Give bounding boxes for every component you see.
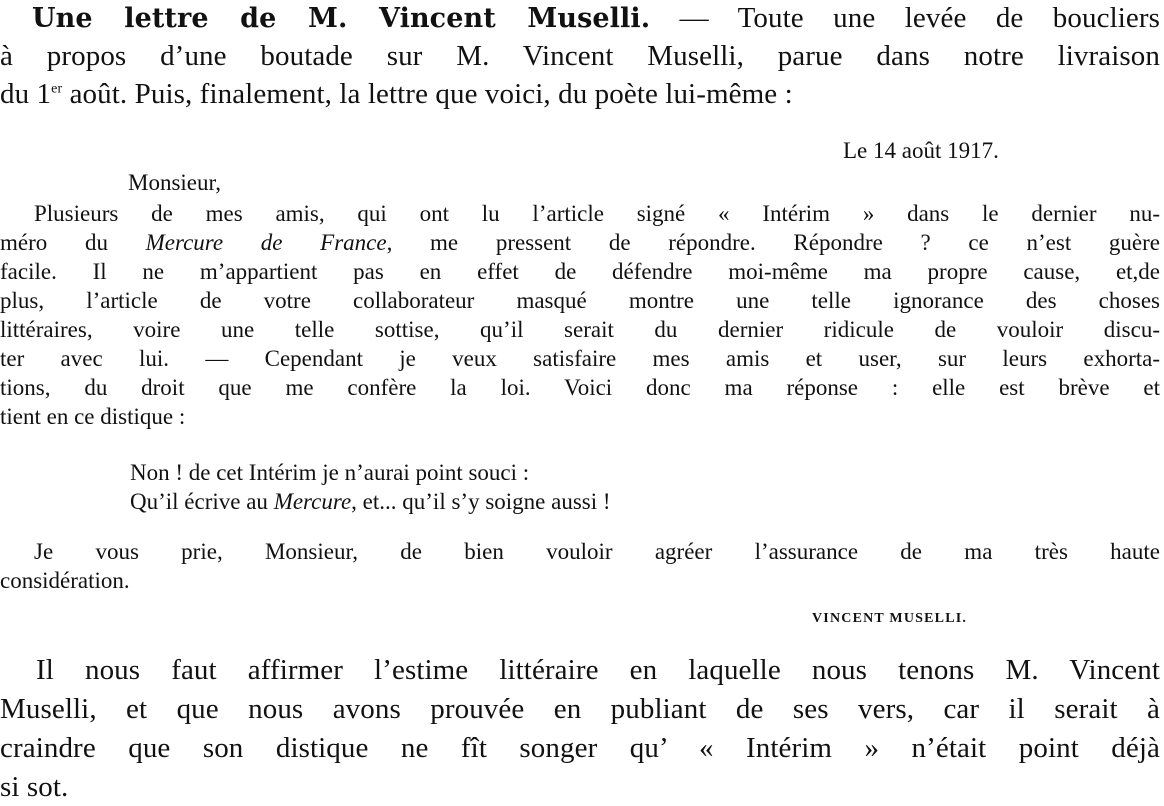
distich-line-1: Non ! de cet Intérim je n’aurai point souci : [130,460,530,485]
letter-body-line: plus, l’article de votre collaborateur masqué montre une telle ignorance des choses [0,288,1160,313]
letter-body-line: tient en ce distique : [0,404,186,429]
journal-title: Mercure de France [145,230,387,255]
letter-body-line: méro du Mercure de France, me pressent de répondre. Répondre ? ce n’est guère [0,230,1160,255]
letter-date: Le 14 août 1917. [843,138,999,163]
letter-body-line: facile. Il ne m’appartient pas en effet de défendre moi-même ma propre cause, et,de [0,259,1160,284]
distich-line-2: Qu’il écrive au Mercure, et... qu’il s’y soigne aussi ! [130,489,611,514]
commentary-line: Il nous faut affirmer l’estime littéraire en laquelle nous tenons M. Vincent [36,654,1160,686]
article-heading-line [0,2,1160,35]
letter-body-line: tions, du droit que me confère la loi. Voici donc ma réponse : elle est brève et [0,375,1160,400]
intro-line-2: à propos d’une boutade sur M. Vincent Muselli, parue dans notre livraison [0,40,1160,72]
letter-salutation: Monsieur, [128,170,221,195]
intro-text: — Toute une levée de boucliers [679,2,1161,34]
letter-closing-line: considération. [0,568,130,593]
letter-closing-line: Je vous prie, Monsieur, de bien vouloir agréer l’assurance de ma très haute [34,539,1160,564]
letter-body-line: Plusieurs de mes amis, qui ont lu l’article signé « Intérim » dans le dernier nu- [34,201,1160,226]
article-title: Une lettre de M. Vincent Muselli. [32,3,651,34]
commentary-line: si sot. [0,771,69,803]
letter-body-line: littéraires, voire une telle sottise, qu’il serait du dernier ridicule de vouloir discu- [0,317,1160,342]
letter-body-line: ter avec lui. — Cependant je veux satisfaire mes amis et user, sur leurs exhorta- [0,346,1160,371]
commentary-line: Muselli, et que nous avons prouvée en publiant de ses vers, car il serait à [0,693,1160,725]
letter-signature: VINCENT MUSELLI. [812,611,968,626]
commentary-line: craindre que son distique ne fît songer qu’ « Intérim » n’était point déjà [0,732,1160,764]
intro-line-3: du 1er août. Puis, finalement, la lettre que voici, du poète lui-même : [0,78,793,110]
